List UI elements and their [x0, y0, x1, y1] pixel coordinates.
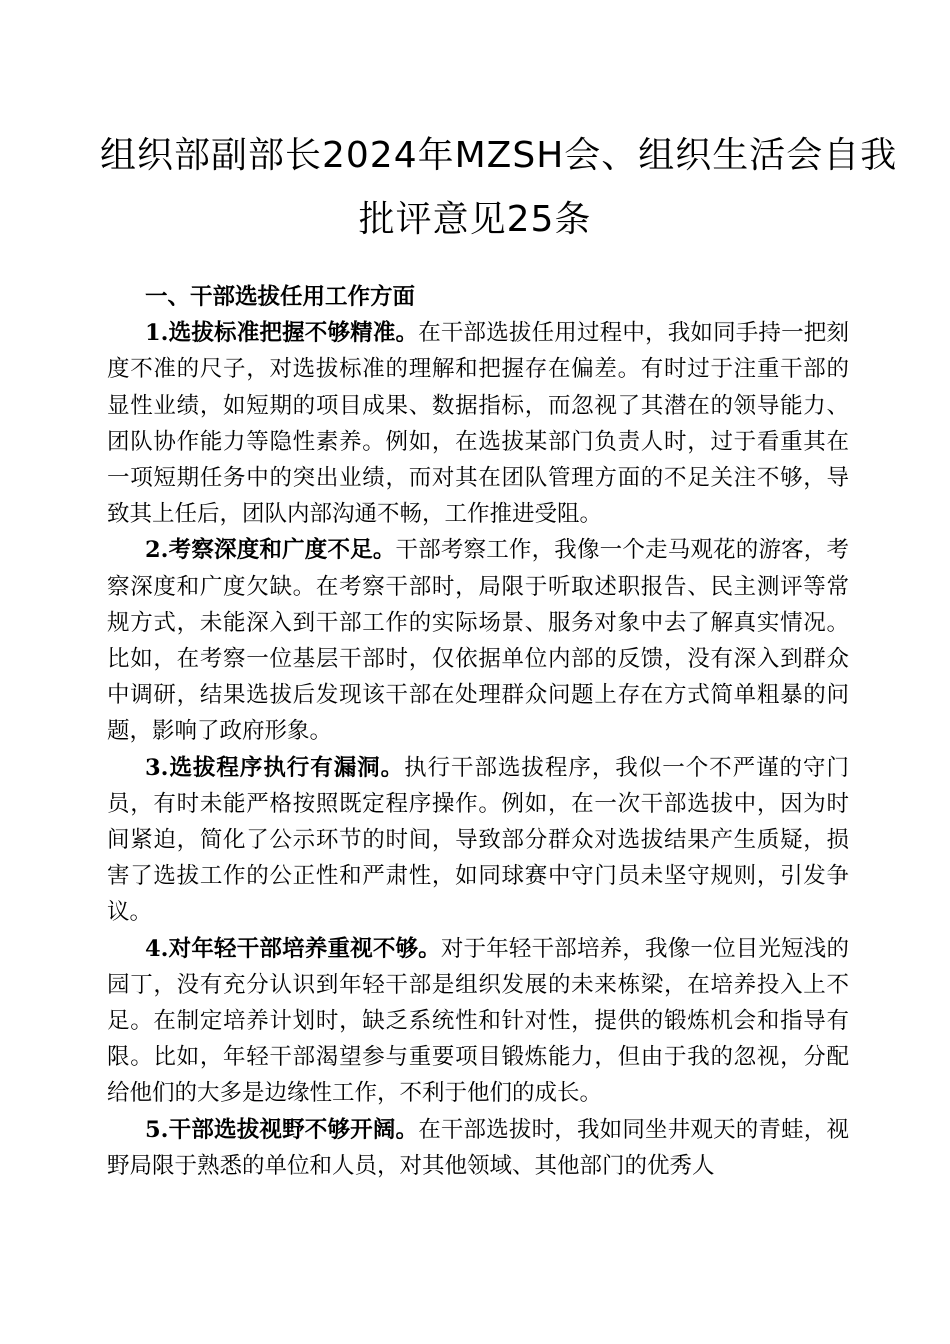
section-heading: 一、干部选拔任用工作方面 — [145, 284, 416, 310]
item-paragraph-5 — [107, 1112, 849, 1184]
item-text: 干部考察工作，我像一个走马观花的游客，考察深度和广度欠缺。在考察干部时，局限于听取述职报告、民主测评等常规方式，未能深入到干部工作的实际场景、服务对象中去了解真实情况。比如，在考察一位基层干部时，仅依据单位内部的反馈，没有深入到群众中调研，结果选拔后发现该干部在处理群众问题上存在方式简单粗暴的问题，影响了政府形象。 — [107, 537, 849, 745]
item-text: 对于年轻干部培养，我像一位目光短浅的园丁，没有充分认识到年轻干部是组织发展的未来栋梁，在培养投入上不足。在制定培养计划时，缺乏系统性和针对性，提供的锻炼机会和指导有限。比如，年轻干部渴望参与重要项目锻炼能力，但由于我的忽视，分配给他们的大多是边缘性工作，不利于他们的成长。 — [107, 935, 849, 1107]
document-title-line-2: 批评意见25条 — [358, 199, 592, 240]
item-paragraph-1 — [107, 315, 849, 532]
item-text: 在干部选拔时，我如同坐井观天的青蛙，视野局限于熟悉的单位和人员，对其他领域、其他部门的优秀人 — [107, 1116, 849, 1179]
item-paragraph-4 — [107, 931, 849, 1112]
item-lead: 4.对年轻干部培养重视不够。 — [145, 935, 441, 962]
item-text: 执行干部选拔程序，我似一个不严谨的守门员，有时未能严格按照既定程序操作。例如，在一次干部选拔中，因为时间紧迫，简化了公示环节的时间，导致部分群众对选拔结果产生质疑，损害了选拔工作的公正性和严肃性，如同球赛中守门员未坚守规则，引发争议。 — [107, 754, 849, 926]
item-lead: 3.选拔程序执行有漏洞。 — [145, 754, 405, 781]
item-paragraph-3 — [107, 750, 849, 931]
item-paragraph-2 — [107, 532, 849, 749]
item-lead: 2.考察深度和广度不足。 — [145, 537, 396, 564]
item-text: 在干部选拔任用过程中，我如同手持一把刻度不准的尺子，对选拔标准的理解和把握存在偏差。有时过于注重干部的显性业绩，如短期的项目成果、数据指标，而忽视了其潜在的领导能力、团队协作能力等隐性素养。例如，在选拔某部门负责人时，过于看重其在一项短期任务中的突出业绩，而对其在团队管理方面的不足关注不够，导致其上任后，团队内部沟通不畅，工作推进受阻。 — [107, 320, 849, 528]
item-lead: 5.干部选拔视野不够开阔。 — [145, 1116, 419, 1143]
document-title-line-1: 组织部副部长2024年MZSH会、组织生活会自我 — [100, 135, 898, 176]
item-lead: 1.选拔标准把握不够精准。 — [145, 320, 419, 347]
document-body — [107, 279, 849, 1184]
